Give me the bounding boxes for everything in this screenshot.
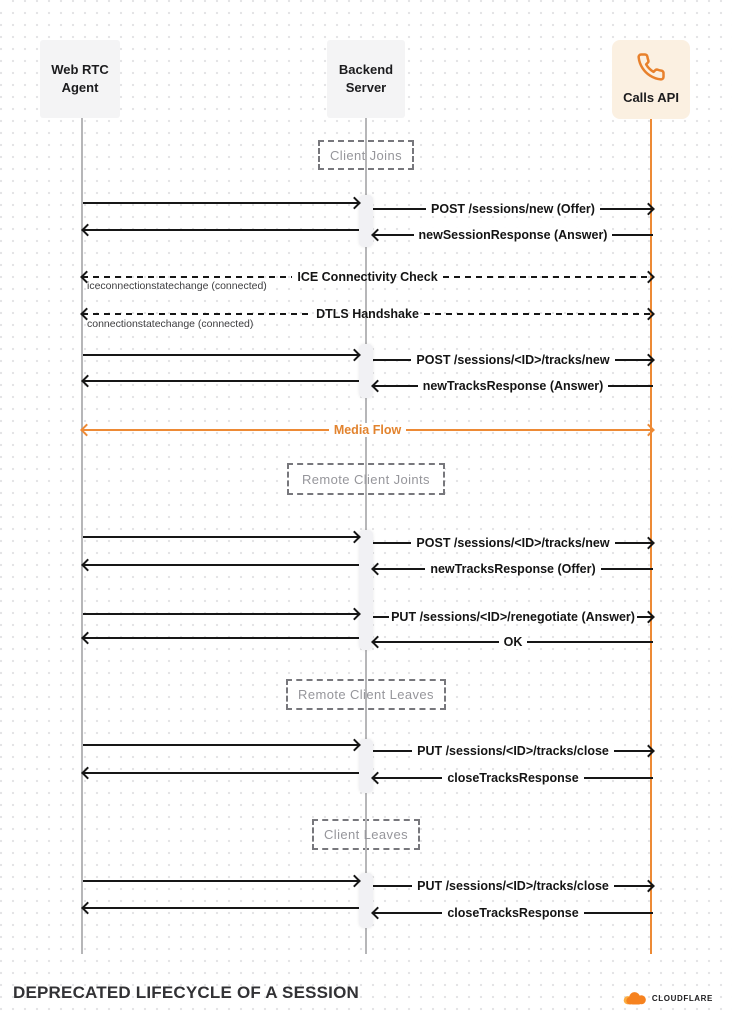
message-label: PUT /sessions/<ID>/tracks/close xyxy=(412,744,614,758)
arrow-line xyxy=(373,885,412,887)
activation-bar xyxy=(359,344,373,398)
cloudflare-cloud-icon xyxy=(622,989,649,1007)
arrowhead-right-icon xyxy=(348,739,361,752)
message-arrow-close-tracks-response xyxy=(373,769,653,787)
message-label: closeTracksResponse xyxy=(442,906,583,920)
actor-label: Backend Server xyxy=(338,61,394,95)
arrowhead-right-icon xyxy=(642,203,655,216)
arrowhead-left-icon xyxy=(371,636,384,649)
arrow-line xyxy=(612,234,653,236)
section-text: Remote Client Joints xyxy=(302,471,430,487)
message-arrow-backend-to-agent xyxy=(83,221,359,239)
message-arrow-post-tracks-new xyxy=(373,351,653,369)
arrow-line xyxy=(83,772,359,774)
message-label: Media Flow xyxy=(329,423,406,437)
arrow-line-dashed xyxy=(82,313,311,315)
arrow-line xyxy=(83,613,359,615)
actor-calls-api xyxy=(612,40,690,119)
arrowhead-left-icon xyxy=(81,375,94,388)
arrowhead-left-icon xyxy=(81,224,94,237)
arrowhead-right-icon xyxy=(642,424,655,437)
arrow-line xyxy=(83,229,359,231)
arrow-line-dashed xyxy=(424,313,653,315)
arrowhead-right-icon xyxy=(348,349,361,362)
arrow-line xyxy=(83,202,359,204)
arrow-line xyxy=(83,380,359,382)
message-arrow-put-tracks-close xyxy=(373,742,653,760)
arrowhead-right-icon xyxy=(642,611,655,624)
arrow-line xyxy=(83,536,359,538)
message-arrow-agent-to-backend xyxy=(83,872,359,890)
message-arrow-new-tracks-response-offer xyxy=(373,560,653,578)
arrow-line xyxy=(527,641,653,643)
arrow-line xyxy=(83,907,359,909)
arrowhead-left-icon xyxy=(80,424,93,437)
message-label: closeTracksResponse xyxy=(442,771,583,785)
phone-icon xyxy=(636,52,666,82)
arrow-line xyxy=(584,777,653,779)
event-sublabel: connectionstatechange (connected) xyxy=(87,318,254,330)
section-label-client-leaves xyxy=(312,819,420,850)
arrowhead-left-icon xyxy=(81,632,94,645)
arrowhead-right-icon xyxy=(348,197,361,210)
message-arrow-backend-to-agent xyxy=(83,764,359,782)
arrowhead-right-icon xyxy=(642,880,655,893)
arrowhead-left-icon xyxy=(81,559,94,572)
message-arrow-put-renegotiate xyxy=(373,608,653,626)
message-arrow-agent-to-backend xyxy=(83,736,359,754)
arrow-line xyxy=(373,641,499,643)
section-text: Remote Client Leaves xyxy=(298,687,434,702)
message-label: newSessionResponse (Answer) xyxy=(414,228,613,242)
arrow-line xyxy=(601,568,653,570)
arrow-line-dashed xyxy=(82,276,292,278)
message-arrow-backend-to-agent xyxy=(83,899,359,917)
arrow-line xyxy=(373,208,426,210)
arrow-line xyxy=(373,542,411,544)
activation-bar xyxy=(359,530,373,650)
actor-backend-server xyxy=(327,40,405,118)
message-arrow-put-tracks-close-2 xyxy=(373,877,653,895)
message-arrow-ok xyxy=(373,633,653,651)
section-label-remote-client-leaves xyxy=(286,679,446,710)
message-arrow-agent-to-backend xyxy=(83,605,359,623)
cloudflare-logo xyxy=(622,989,713,1007)
message-label: POST /sessions/<ID>/tracks/new xyxy=(411,353,614,367)
arrow-line xyxy=(373,750,412,752)
message-arrow-post-sessions-new xyxy=(373,200,653,218)
arrowhead-right-icon xyxy=(348,531,361,544)
message-arrow-media-flow xyxy=(82,421,653,439)
message-label: newTracksResponse (Answer) xyxy=(418,379,609,393)
section-label-client-joins xyxy=(318,140,414,170)
message-arrow-agent-to-backend xyxy=(83,528,359,546)
arrowhead-left-icon xyxy=(371,380,384,393)
arrow-line xyxy=(83,637,359,639)
message-label: ICE Connectivity Check xyxy=(297,270,438,284)
message-arrow-agent-to-backend xyxy=(83,194,359,212)
arrow-line xyxy=(83,880,359,882)
diagram-title: DEPRECATED LIFECYCLE OF A SESSION xyxy=(13,983,360,1002)
arrowhead-left-icon xyxy=(371,563,384,576)
arrowhead-right-icon xyxy=(642,354,655,367)
arrowhead-right-icon xyxy=(348,608,361,621)
arrowhead-right-icon xyxy=(642,537,655,550)
message-arrow-close-tracks-response-2 xyxy=(373,904,653,922)
arrowhead-left-icon xyxy=(81,767,94,780)
actor-label: Calls API xyxy=(623,89,679,105)
message-arrow-backend-to-agent xyxy=(83,372,359,390)
section-label-remote-client-joints xyxy=(287,463,445,495)
message-label: OK xyxy=(499,635,528,649)
arrow-line xyxy=(83,744,359,746)
message-label: newTracksResponse (Offer) xyxy=(425,562,600,576)
message-label: PUT /sessions/<ID>/tracks/close xyxy=(412,879,614,893)
arrow-line xyxy=(83,564,359,566)
message-arrow-new-tracks-response-answer xyxy=(373,377,653,395)
arrowhead-right-icon xyxy=(348,875,361,888)
arrow-line xyxy=(82,429,329,431)
section-text: Client Leaves xyxy=(324,827,408,842)
arrow-line xyxy=(584,912,653,914)
arrowhead-right-icon xyxy=(642,271,655,284)
event-sublabel: iceconnectionstatechange (connected) xyxy=(87,280,267,292)
actor-label: Web RTC Agent xyxy=(51,61,109,95)
message-label: PUT /sessions/<ID>/renegotiate (Answer) xyxy=(391,610,635,624)
actor-webrtc-agent xyxy=(40,40,120,118)
section-text: Client Joins xyxy=(330,147,402,163)
message-arrow-agent-to-backend xyxy=(83,346,359,364)
arrow-line-dashed xyxy=(443,276,653,278)
arrowhead-left-icon xyxy=(371,907,384,920)
arrow-line xyxy=(373,616,389,618)
message-label: DTLS Handshake xyxy=(316,307,419,321)
message-arrow-backend-to-agent xyxy=(83,629,359,647)
arrowhead-left-icon xyxy=(371,772,384,785)
message-arrow-backend-to-agent xyxy=(83,556,359,574)
cloudflare-wordmark: CLOUDFLARE xyxy=(651,993,713,1003)
arrow-line xyxy=(608,385,653,387)
arrowhead-right-icon xyxy=(642,745,655,758)
arrowhead-left-icon xyxy=(371,229,384,242)
message-label: POST /sessions/new (Offer) xyxy=(426,202,600,216)
message-arrow-post-tracks-new-2 xyxy=(373,534,653,552)
arrow-line xyxy=(373,359,411,361)
message-label: POST /sessions/<ID>/tracks/new xyxy=(411,536,614,550)
message-arrow-new-session-response xyxy=(373,226,653,244)
activation-bar xyxy=(359,739,373,793)
arrowhead-left-icon xyxy=(81,902,94,915)
activation-bar xyxy=(359,195,373,247)
activation-bar xyxy=(359,873,373,928)
arrowhead-right-icon xyxy=(642,308,655,321)
arrow-line xyxy=(406,429,653,431)
arrow-line xyxy=(83,354,359,356)
